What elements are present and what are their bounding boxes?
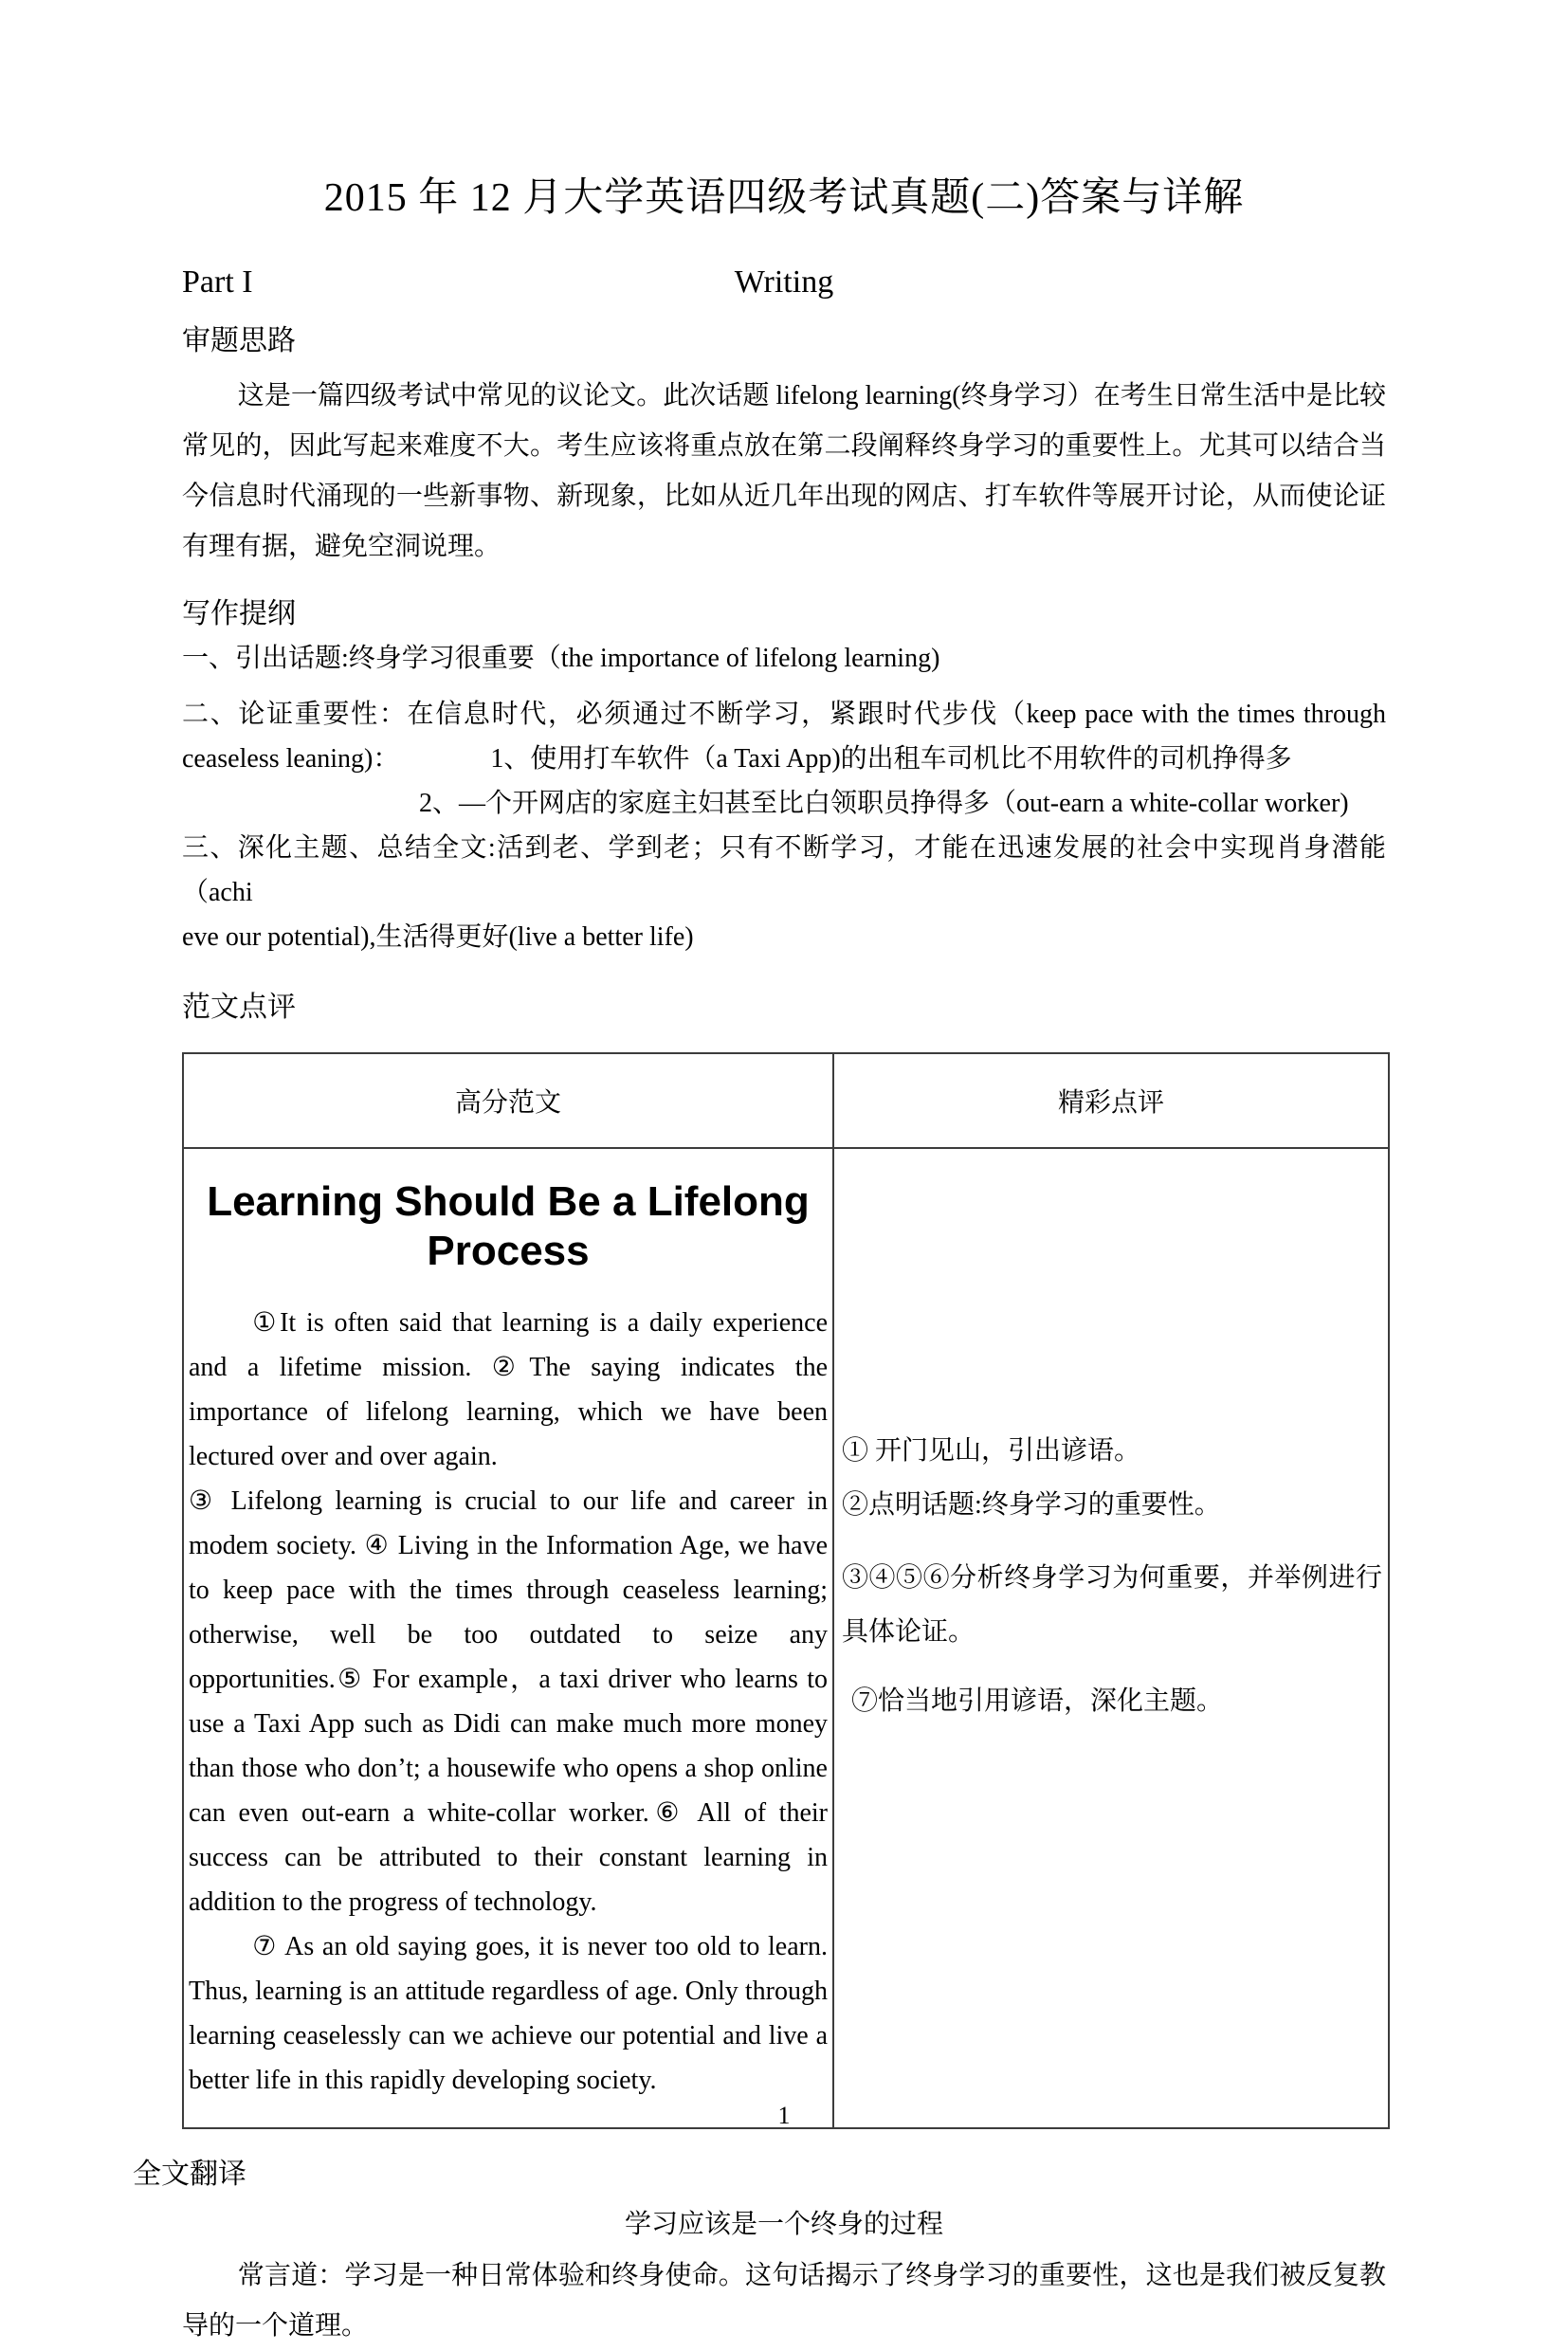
outline-item-3-line-2: eve our potential),生活得更好(live a better life) [182, 922, 694, 952]
review-table-header-essay: 高分范文 [183, 1053, 833, 1148]
outline-item-2-sub-2: 2、—个开网店的家庭主妇甚至比白领职员挣得多（out-earn a white-collar worker) [419, 789, 1349, 818]
essay-paragraph-3: ⑦ As an old saying goes, it is never too old to learn. Thus, learning is an attitude regardless of age. Only through learning ceaselessly can we achieve our potential and live a better life in this rapidly developing society. [189, 1931, 828, 2095]
review-table [182, 1052, 1390, 2129]
translation-paragraph: 常言道：学习是一种日常体验和终身使命。这句话揭示了终身学习的重要性，这也是我们被反复教导的一个道理。 [182, 2260, 1386, 2341]
essay-paragraph-1: ①It is often said that learning is a daily experience and a lifetime mission. ②The saying indicates the importance of lifelong learning, which we have been lectured over and over again. [189, 1307, 828, 1471]
comment-3: ③④⑤⑥分析终身学习为何重要，并举例进行具体论证。 [842, 1563, 1382, 1647]
comment-cell [833, 1148, 1389, 2128]
essay-title: Learning Should Be a Lifelong Process [207, 1178, 810, 1274]
outline-list [182, 636, 1386, 959]
essay-cell [183, 1148, 833, 2128]
translation-heading: 全文翻译 [133, 2158, 246, 2190]
outline-item-2-continuation: ceaseless leaning)： [182, 744, 400, 774]
outline-item-2-sub-1: 1、使用打车软件（a Taxi App)的出租车司机比不用软件的司机挣得多 [490, 744, 1292, 774]
part1-title: Writing [734, 264, 834, 300]
translation-essay-title: 学习应该是一个终身的过程 [624, 2209, 943, 2239]
comment-4: ⑦恰当地引用谚语，深化主题。 [851, 1686, 1224, 1716]
outline-item-2-line-2 [182, 737, 1386, 781]
part1-label: Part I [182, 264, 253, 300]
review-heading: 范文点评 [182, 992, 296, 1023]
part1-header [182, 264, 1386, 310]
review-table-header-row [183, 1053, 1389, 1148]
essay-paragraph-2: ③ Lifelong learning is crucial to our life and career in modem society. ④ Living in the Information Age, we have to keep pace with the times through ceaseless learning; otherwise, well be too outdated to seize any opportunities.⑤ For example，a taxi driver who learns to use a Taxi App such as Didi can make much more money than those who don’t; a housewife who opens a shop online can even out-earn a white-collar worker.⑥ All of their success can be attributed to their constant learning in addition to the progress of technology. [189, 1485, 828, 1917]
review-table-header-comment: 精彩点评 [833, 1053, 1389, 1148]
page-number: 1 [777, 2102, 791, 2129]
outline-item-3-line-1: 三、深化主题、总结全文:活到老、学到老；只有不断学习，才能在迅速发展的社会中实现肖身潜能（achi [182, 833, 1386, 907]
comment-1: ① 开门见山，引出谚语。 [842, 1436, 1141, 1466]
review-table-body-row [183, 1148, 1389, 2128]
document-title: 2015 年 12 月大学英语四级考试真题(二)答案与详解 [323, 176, 1245, 220]
comment-2: ②点明话题:终身学习的重要性。 [842, 1490, 1221, 1520]
outline-item-2-line-1: 二、论证重要性：在信息时代，必须通过不断学习，紧跟时代步伐（keep pace with the times through [182, 700, 1386, 729]
analysis-heading: 审题思路 [182, 325, 296, 356]
analysis-paragraph: 这是一篇四级考试中常见的议论文。此次话题 lifelong learning(终身学习）在考生日常生活中是比较常见的，因此写起来难度不大。考生应该将重点放在第二段阐释终身学习的重要性上。尤其可以结合当今信息时代涌现的一些新事物、新现象，比如从近几年出现的网店、打车软件等展开讨论，从而使论证有理有据，避免空洞说理。 [182, 381, 1386, 561]
outline-item-1: 一、引出话题:终身学习很重要（the importance of lifelong learning) [182, 644, 940, 673]
outline-heading: 写作提纲 [182, 598, 296, 629]
